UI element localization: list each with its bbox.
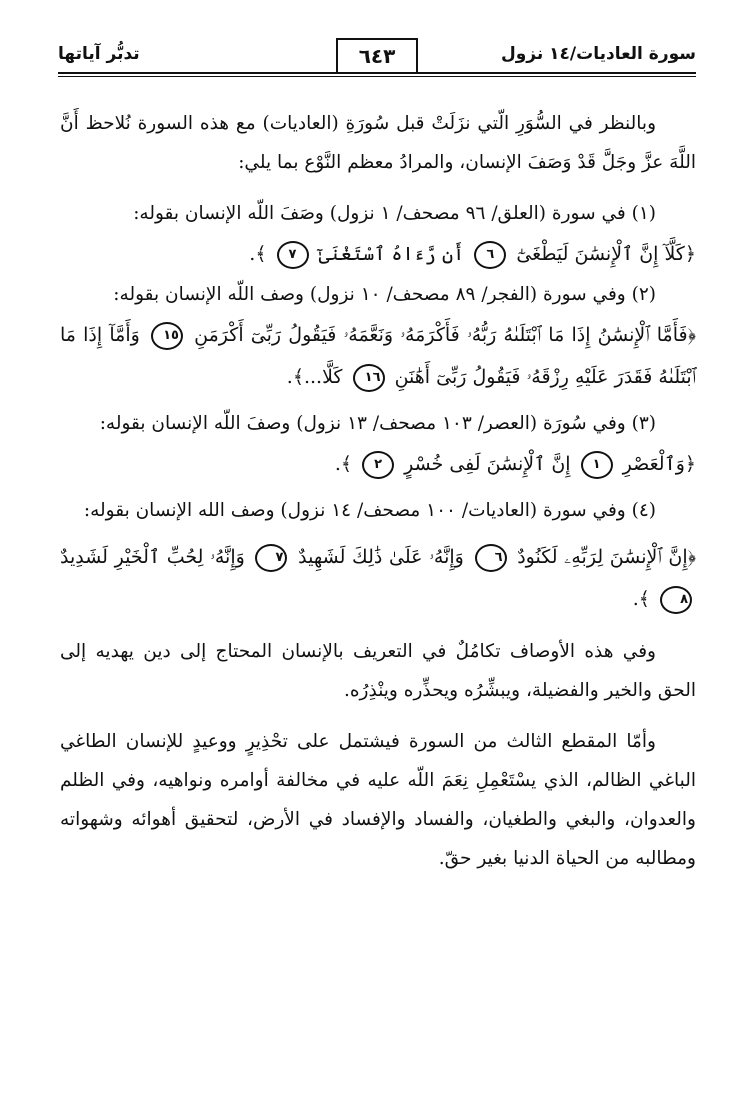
- ayah-number-marker: ١٦: [353, 364, 385, 392]
- page-header: [58, 38, 696, 74]
- item-2-text: (٢) وفي سورة (الفجر/ ٨٩ مصحف/ ١٠ نزول) وصف اللّه الإنسان بقوله:: [113, 284, 656, 305]
- item-1-verse: [60, 233, 696, 275]
- verse-end: كَلَّا...﴾.: [286, 366, 343, 388]
- surah-running-title: سورة العاديات/١٤ نزول: [500, 44, 696, 64]
- verse-text: وَإِنَّهُۥ لِحُبِّ ٱلْخَيْرِ لَشَدِيدٌ: [60, 546, 245, 568]
- verse-text: ﴿إِنَّ ٱلْإِنسَٰنَ لِرَبِّهِۦ لَكَنُودٌ: [517, 546, 697, 568]
- verse-text: إِنَّ ٱلْإِنسَٰنَ لَفِى خُسْرٍ: [404, 453, 571, 475]
- verse-text: ﴿فَأَمَّا ٱلْإِنسَٰنُ إِذَا مَا ٱبْتَلَىٰهُ رَبُّهُۥ فَأَكْرَمَهُۥ وَنَعَّمَهُۥ فَيَقُولُ رَبِّىٓ أَكْرَمَنِ: [194, 324, 696, 346]
- verse-text: ﴿وَٱلْعَصْرِ: [622, 453, 696, 475]
- paragraph-third-section: وأمّا المقطع الثالث من السورة فيشتمل على تحْذِيرٍ ووعيدٍ للإنسان الطاغي الباغي الظالم، الذي يسْتَعْمِلِ نِعَمَ اللّه عليه في مخالفة أوامره ونواهيه، وفي الظلم والعدوان، والبغي والطغيان، والفساد والإفساد في الأرض، لتحقيق أهوائه وشهواته ومطالبه من الحياة الدنيا بغير حقّ.: [60, 731, 696, 869]
- verse-end: ﴾.: [632, 588, 650, 610]
- paragraph-descriptions: وفي هذه الأوصاف تكامُلٌ في التعريف بالإنسان المحتاج إلى دين يهديه إلى الحق والخير والفضيلة، ويبشِّرُه ويحذِّره وينْذِرُه.: [60, 641, 696, 701]
- page-body: [60, 104, 696, 878]
- ayah-number-marker: ٧: [255, 544, 287, 572]
- ayah-number-marker: ٧: [277, 241, 309, 269]
- item-4-text: (٤) وفي سورة (العاديات/ ١٠٠ مصحف/ ١٤ نزول) وصف الله الإنسان بقوله:: [83, 500, 656, 521]
- verse-text: أَن رَّءَاهُ ٱسْتَغْنَىٰٓ: [318, 243, 465, 265]
- intro-paragraph: وبالنظر في السُّوَرِ الّتي نزَلَتْ قبل سُورَةِ (العاديات) مع هذه السورة نُلاحظ أَنَّ اللَّهَ عزَّ وجَلَّ قَدْ وَصَفَ الإنسان، والمرادُ معظم النَّوْع بما يلي:: [60, 113, 696, 173]
- ayah-number-marker: ١: [581, 451, 613, 479]
- ayah-number-marker: ٢: [362, 451, 394, 479]
- header-rule-thick: [58, 72, 696, 74]
- item-1-text: (١) في سورة (العلق/ ٩٦ مصحف/ ١ نزول) وصَفَ اللّه الإنسان بقوله:: [133, 203, 656, 224]
- verse-text: وَإِنَّهُۥ عَلَىٰ ذَٰلِكَ لَشَهِيدٌ: [298, 546, 464, 568]
- ayah-number-marker: ١٥: [151, 322, 183, 350]
- page-number: ٦٤٣: [336, 38, 418, 72]
- item-2-verse: [60, 314, 696, 398]
- header-rule-thin: [58, 76, 696, 77]
- item-4-verse: [60, 536, 696, 620]
- verse-text: وَأَمَّآ إِذَا مَا ٱبْتَلَىٰهُ فَقَدَرَ عَلَيْهِ رِزْقَهُۥ فَيَقُولُ رَبِّىٓ أَهَٰنَنِ: [60, 324, 696, 388]
- ayah-number-marker: ٦: [475, 544, 507, 572]
- ayah-number-marker: ٨: [660, 586, 692, 614]
- item-3-verse: [60, 443, 696, 485]
- section-running-title: تدبُّر آياتها: [58, 44, 140, 64]
- item-3-text: (٣) وفي سُورَة (العصر/ ١٠٣ مصحف/ ١٣ نزول) وصفَ اللّه الإنسان بقوله:: [99, 413, 656, 434]
- verse-text: ﴿كَلَّآ إِنَّ ٱلْإِنسَٰنَ لَيَطْغَىٰٓ: [516, 243, 696, 265]
- ayah-number-marker: ٦: [474, 241, 506, 269]
- verse-end: ﴾.: [249, 243, 267, 265]
- verse-end: ﴾.: [334, 453, 353, 475]
